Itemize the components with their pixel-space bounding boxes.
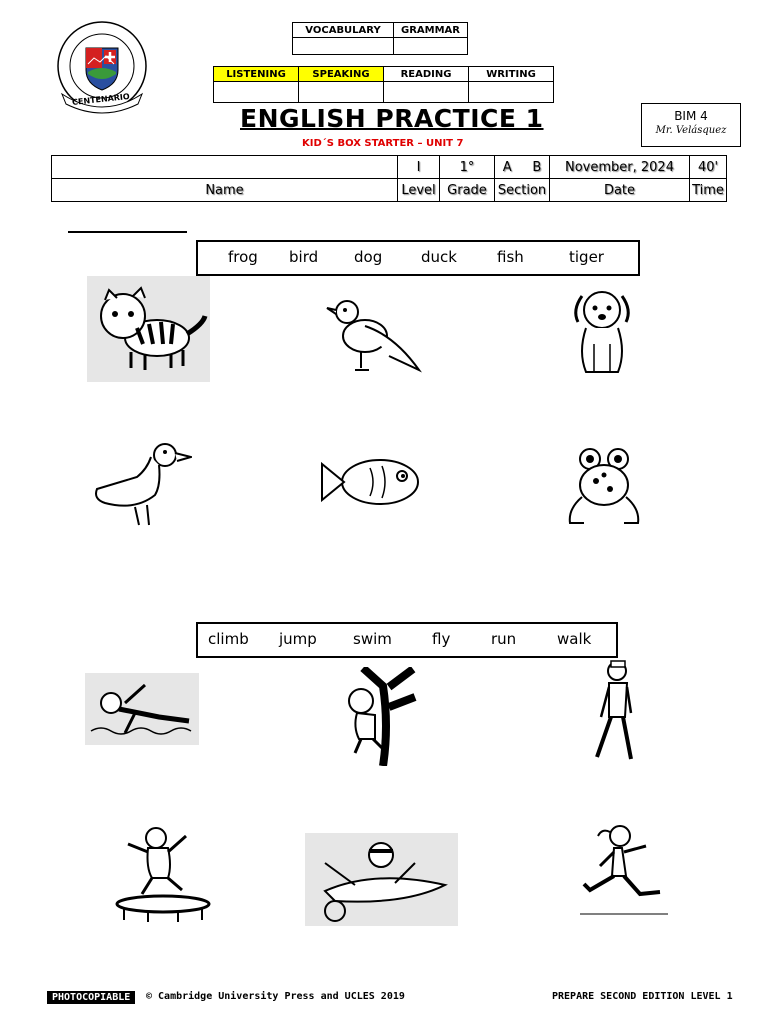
student-info-table [51, 155, 727, 202]
word-jump: jump [279, 630, 317, 648]
word-fly: fly [432, 630, 451, 648]
word-frog: frog [228, 248, 258, 266]
dog-picture [566, 284, 639, 377]
skills-table-top [292, 22, 468, 55]
level-label: Level [398, 179, 440, 202]
score-grammar[interactable] [394, 38, 468, 55]
word-tiger: tiger [569, 248, 604, 266]
grade-value: 1° [440, 156, 495, 179]
score-speaking[interactable] [299, 82, 384, 103]
photocopiable-badge: PHOTOCOPIABLE [47, 991, 135, 1004]
word-duck: duck [421, 248, 457, 266]
bim-label: BIM 4 [674, 109, 708, 123]
logo-text-bottom: CENTENARIO [71, 92, 131, 107]
swim-picture [85, 673, 199, 745]
grade-label: Grade [440, 179, 495, 202]
bim-box [641, 103, 741, 147]
skill-reading: READING [384, 67, 469, 82]
section-a: A [502, 159, 512, 175]
edition-text: PREPARE SECOND EDITION LEVEL 1 [552, 991, 733, 1002]
score-listening[interactable] [214, 82, 299, 103]
climb-picture [333, 667, 421, 766]
time-value: 40' [690, 156, 727, 179]
exercise-title-blank [68, 231, 187, 233]
teacher-name: Mr. Velásquez [655, 125, 727, 136]
score-writing[interactable] [469, 82, 554, 103]
frog-picture [564, 445, 647, 527]
tiger-picture [87, 276, 210, 382]
word-box-animals [196, 240, 640, 276]
duck-picture [95, 437, 192, 529]
skills-table-bottom [213, 66, 554, 103]
word-fish: fish [497, 248, 524, 266]
skill-listening: LISTENING [214, 67, 299, 82]
jump-picture [112, 818, 214, 923]
word-climb: climb [208, 630, 249, 648]
name-field[interactable] [52, 156, 398, 179]
fly-picture [305, 833, 458, 926]
level-value: I [398, 156, 440, 179]
score-vocabulary[interactable] [293, 38, 394, 55]
word-dog: dog [354, 248, 383, 266]
name-label: Name [52, 179, 398, 202]
date-label: Date [550, 179, 690, 202]
word-walk: walk [557, 630, 592, 648]
skill-speaking: SPEAKING [299, 67, 384, 82]
word-box-actions [196, 622, 618, 658]
word-bird: bird [289, 248, 319, 266]
copyright-text: © Cambridge University Press and UCLES 2019 [146, 991, 405, 1002]
section-value [495, 156, 550, 179]
bird-picture [325, 290, 422, 374]
skill-writing: WRITING [469, 67, 554, 82]
run-picture [580, 820, 668, 917]
section-b: B [532, 159, 542, 175]
page-title: ENGLISH PRACTICE 1 [240, 104, 544, 133]
score-reading[interactable] [384, 82, 469, 103]
section-label: Section [495, 179, 550, 202]
skill-grammar: GRAMMAR [394, 23, 468, 38]
date-value: November, 2024 [550, 156, 690, 179]
word-swim: swim [353, 630, 392, 648]
fish-picture [320, 452, 423, 510]
school-logo [52, 20, 152, 120]
word-run: run [491, 630, 517, 648]
skill-vocabulary: VOCABULARY [293, 23, 394, 38]
walk-picture [585, 657, 645, 769]
page-subtitle: KID´S BOX STARTER – UNIT 7 [302, 138, 464, 149]
time-label: Time [690, 179, 727, 202]
